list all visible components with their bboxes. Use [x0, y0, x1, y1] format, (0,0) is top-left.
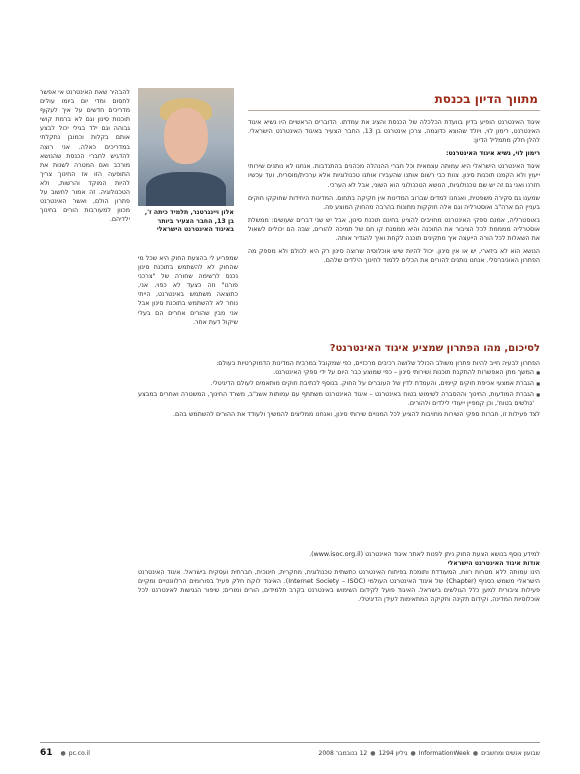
bullet-item: ■ המשך מתן האפשרות להתקנת תוכנות ושירותי סינון – כפי שמוצע כבר היום על ידי ספקי האינטרנט.	[138, 368, 540, 377]
portrait-block	[138, 88, 234, 252]
footer-site: pc.co.il	[68, 749, 90, 757]
photo-caption: אלון ויינגרטנר, תלמיד כיתה ז', בן 13, החבר הצעיר ביותר באיגוד האינטרנט הישראלי	[144, 209, 234, 233]
student-photo	[138, 88, 234, 206]
summary-heading: לסיכום, מהו הפתרון שמציע איגוד האינטרנט?	[329, 343, 540, 354]
footer-bullet-icon: ●	[472, 749, 479, 757]
about-text: הינו עמותה ללא מטרות רווח, המעודדת ותומכת בפיתוח האינטרנט כתשתית טכנולוגית, מחקרית, חינוכית, חברתית ועסקית בישראל. איגוד האינטרנט הישראלי משמש כסניף (Chapter) של איגוד האינטרנט העולמי (Internet Society – ISOC). האיגוד לוקח חלק פעיל בפורומים הרלוונטיים ומקיים פעילות ציבורית למען כלל הגולשים בישראל. האיגוד פועל לקידום השימוש באינטרנט בקרב תלמידים, הורים ומורים; שיפור הנגישות לאינטרנט לכל אוכלוסיות המדינה, וקידום תקינה וחקיקה המתאימות לעידן הדיגיטלי.	[138, 569, 540, 604]
intro-paragraph: איגוד האינטרנט הופיע בדיון בוועדת הכלכלה של הכנסת והציג את עמדתו. הדוברים הראשיים היו נשיא איגוד האינטרנט, רימון לוי, ויולד שהוצא כדוגמה, צרכן אינטרנט בן 13, החבר הצעיר באיגוד האינטרנט הישראלי. להלן חלק מתמליל הדיון:	[248, 119, 540, 145]
speaker-name: רימון לוי, נשיא איגוד האינטרנט:	[445, 150, 540, 158]
footer-bullet-icon: ●	[60, 749, 66, 757]
summary-intro: הפתרון לבעיה חייב להיות פתרון משולב הכולל שלושה רכיבים מרכזיים, כפי שמקובל במרבית המדינות הדמוקרטיות בעולם:	[216, 360, 540, 367]
summary-section	[138, 342, 540, 550]
footer-bullet-icon: ●	[370, 749, 376, 757]
footer-bullet-icon: ●	[410, 749, 416, 757]
about-heading: אודות איגוד האינטרנט הישראלי	[447, 560, 540, 568]
left-column: להבהיר שאת האינטרנט אי אפשר לחסום ומדי יום ביומו עולים מדריכים חדשים על איך לעקוף תוכנות סינון וגם לא ברמת קושי גבוהה וגם ילד בגילי יכול לבצע אותם בקלות וכמובן נתקלתי במדריכים כאלה. אני רוצה להדגיש לחברי הכנסת שהנושא מורכב ואם המטרה לשנות את התופעה הזו אז החינוך צריך להיות המוקד והרשות, ולא הטכנולוגיה. זה אמור לחשוב על פתרון הולם, ואשר האינטרנט מכוון למעורבות הורים בחינוך ילדיהם.	[40, 89, 130, 224]
footer-date: 12 בנובמבר 2008	[318, 749, 368, 757]
page-footer	[40, 746, 540, 760]
summary-closing: לצד פעילות זו, חברות ספקי השירות מחויבות להציע לכל המנויים שירותי סינון, ואנחנו ממליצים להמשיך ולעודד את ההורים להשתמש בהם.	[173, 411, 540, 419]
footer-tagline: שבועון אנשים ומחשבים	[481, 749, 540, 757]
paragraph: איגוד האינטרנט הישראלי היא עמותה עצמאית וכל חברי ההנהלה מכהנים בהתנדבות. אנחנו לא נותנים שירותי ייעוץ ולא הקמנו תוכנות סינון. צוות כבי רשום אותנו שהעבירו אותנו טכנולוגיות אלא ערכית/מוסרית, ועד עכשיו חזרנו ואני גם זה יש שם טכנולוגיות, הנושא הטכנולוגי הוא השוני, אבל לא הערכי.	[248, 163, 540, 189]
photo-shirt	[146, 172, 226, 206]
about-section	[138, 550, 540, 736]
photo-face	[164, 108, 208, 164]
article-title: מתווך הדיון בכנסת	[434, 92, 538, 106]
paragraph: הנושא הוא לא ביזארי, יש או אין סינון. יכול להיות שיש אוכלוסיה שרוצה סינון רק היא לכולם ולא מספק מה הפתרון האוניברסלי. אנחנו נותנים להורים את הכלים ללמוד לחינוך הילדים שלהם.	[248, 248, 540, 265]
footer-issue: גיליון 1294	[378, 749, 408, 757]
paragraph: באוסטרליה, אמנם ספקי האינטרנט מחויבים להציע בחינם תוכנת סינון, אבל יש שני דברים שעושים: ממשלת אוסטרליה ממממת לכל הציבור את התוכנה והיא מממנת קו חם של תמיכה להורים, שבה הם יכולים לשאול את השאלות לכל הורה הייעצה איך מתקינים תוכנה לקחת ואיך להגדיר אותה.	[248, 216, 540, 243]
more-info: למידע נוסף בנושא הצעת החוק ניתן לפנות לאתר איגוד האינטרנט (www.isoc.org.il).	[309, 551, 540, 558]
footer-divider	[40, 742, 540, 743]
header-divider	[248, 110, 540, 111]
paragraph: שמענו גם סקירה משפטית, ואנחנו למדים שברוב המדינות אין חקיקה בתחום. המדינות היחידות שחוקקו חוקים בעניין הם ארה"ב ואוסטרליה וגם אלה חוקקות מתונות בהרבה מהחוק המוצע פה.	[248, 194, 540, 211]
page-number: 61	[40, 748, 53, 758]
bullet-item: ■ הגברת המודעות, החינוך וההסברה לשימוש בטוח באינטרנט – איגוד האינטרנט משתתף עם עמותות אשנ"ב, משרד החינוך, המשטרה ואחרים במבצע 'גולשים בטוח', וכן קמפיין ייעודי לילדים ולהורים.	[138, 390, 540, 408]
right-column-upper	[248, 118, 540, 330]
middle-column-text: שמפריע לי בהצעת החוק היא שכל מי שהחוק לא להשתמש בתוכנת סינון נכנס לרשימה שחורה של "צרכני פורנו" וזה כצעד לא כפוי. אני, כתוצאה משתמש באינטרנט, הייתי נוחר לא להשתמש בתוכנת סינון אבל אני מבין שהורים אחרים הם בעלי שיקול דעת אחר.	[138, 255, 238, 326]
footer-brand: InformationWeek	[418, 749, 470, 757]
bullet-item: ■ הגברת אמצעי אכיפת חוקים קיימים, והעמדת לדין של העוברים על החוק. בנוסף לכתיבת חוקים מותאמים לעולם הדיגיטלי.	[138, 379, 540, 388]
